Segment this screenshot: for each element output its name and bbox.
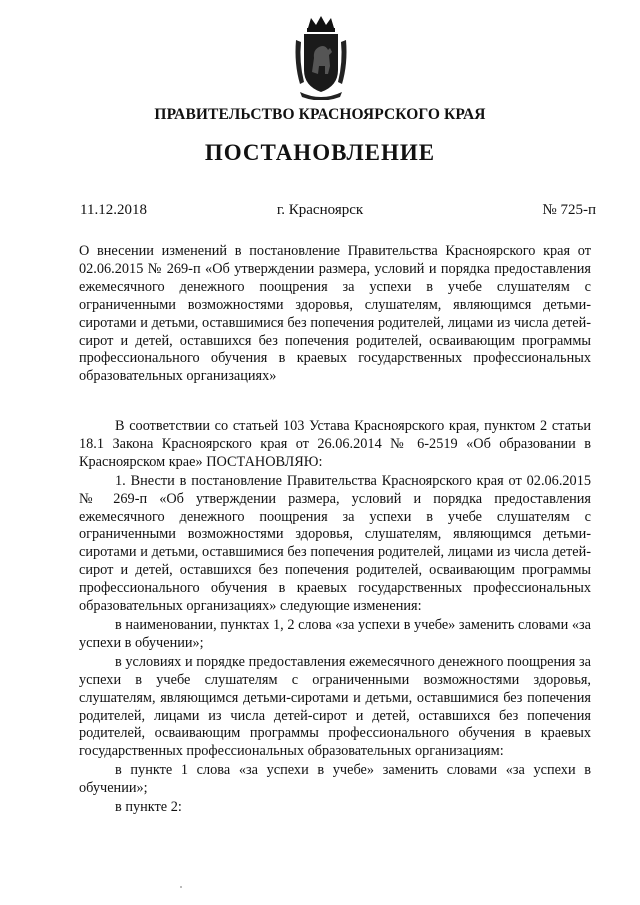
organization-name: ПРАВИТЕЛЬСТВО КРАСНОЯРСКОГО КРАЯ	[154, 106, 486, 123]
document-date: 11.12.2018	[80, 202, 147, 218]
body-paragraph: В соответствии со статьей 103 Устава Красноярского края, пунктом 2 статьи 18.1 Закона Красноярского края от 26.06.2014 № 6-2519 «Об образовании в Красноярском крае» ПОСТАНОВЛЯЮ:	[79, 418, 591, 470]
document-subject	[79, 243, 591, 386]
document-number: № 725-п	[542, 202, 596, 218]
body-paragraph: в условиях и порядке предоставления ежемесячного денежного поощрения за успехи в учебе слушателям с ограниченными возможностями здоровья, слушателям, являющимся детьми-сиротами и детьми, оставшимися без попечения родителей, лицами из числа детей-сирот и детей, оставшихся без попечения родителей, осваивающим программы профессионального обучения в краевых государственных профессиональных образовательных организациям:	[79, 653, 591, 760]
krasnoyarsk-coat-of-arms-icon	[292, 14, 350, 100]
body-paragraph: в пункте 1 слова «за успехи в учебе» заменить словами «за успехи в обучении»;	[79, 762, 591, 797]
document-title: ПОСТАНОВЛЕНИЕ	[204, 140, 436, 165]
body-paragraph: 1. Внести в постановление Правительства Красноярского края от 02.06.2015 № 269-п «Об утверждении размера, условий и порядка предоставления ежемесячного денежного поощрения за успехи в учебе слушателям с ограниченными возможностями здоровья, слушателям, являющимся детьми-сиротами и детьми, оставшимися без попечения родителей, лицами из числа детей-сирот и детей, оставшихся без попечения родителей, осваивающим программы профессионального обучения в краевых государственных профессиональных образовательных организациях» следующие изменения:	[79, 472, 591, 615]
document-city: г. Красноярск	[276, 202, 364, 218]
document-body	[79, 418, 591, 818]
body-paragraph: в наименовании, пунктах 1, 2 слова «за успехи в учебе» заменить словами «за успехи в обучении»;	[79, 616, 591, 651]
scan-speck	[180, 886, 182, 888]
body-paragraph: в пункте 2:	[115, 799, 182, 816]
subject-paragraph: О внесении изменений в постановление Правительства Красноярского края от 02.06.2015 № 269-п «Об утверждении размера, условий и порядка предоставления ежемесячного денежного поощрения за успехи в учебе слушателям с ограниченными возможностями здоровья, слушателям, являющимся детьми-сиротами и детьми, оставшимися без попечения родителей, лицами из числа детей-сирот и детей, оставшихся без попечения родителей, осваивающим программы профессионального обучения в краевых государственных профессиональных образовательных организациях»	[79, 243, 591, 385]
